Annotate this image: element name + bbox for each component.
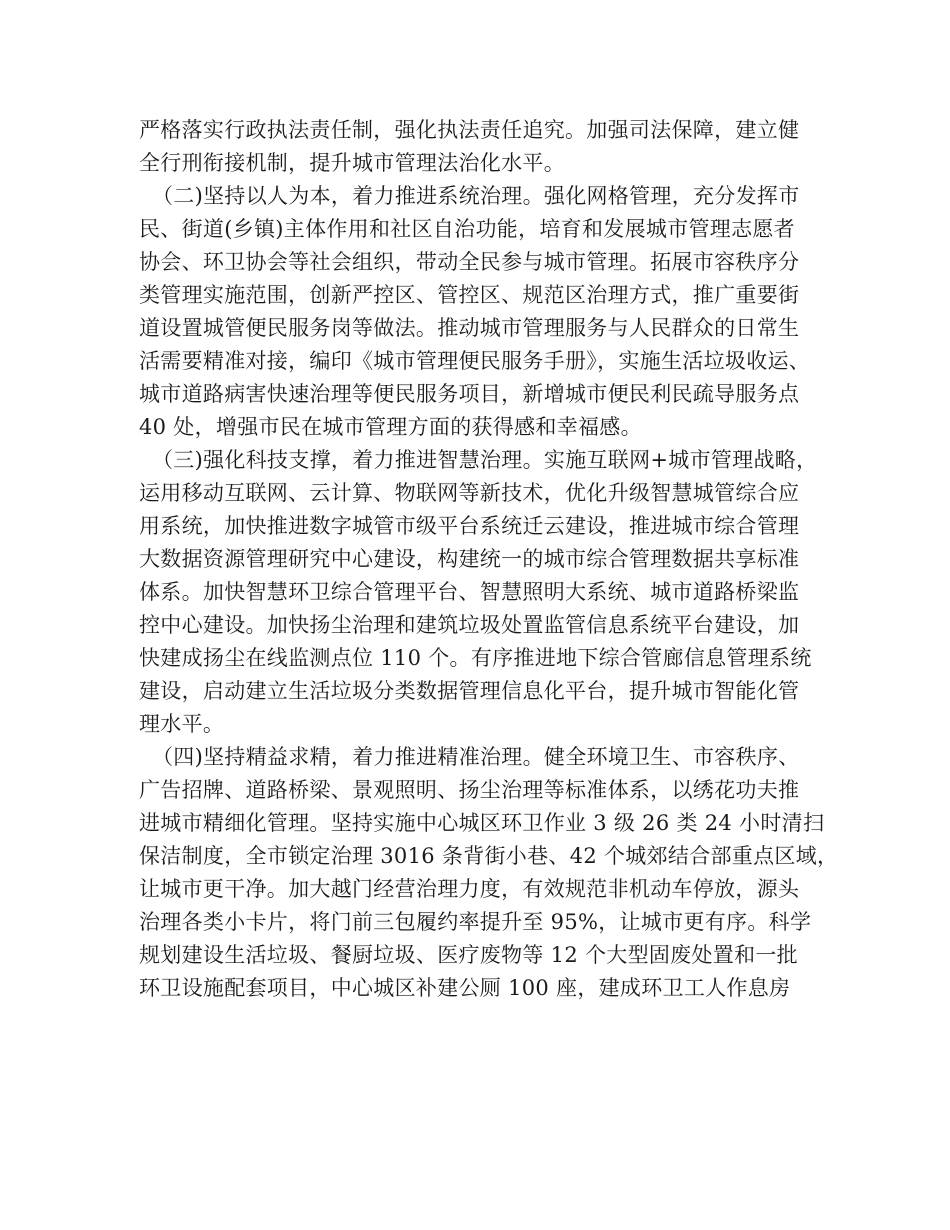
text-line: 建设，启动建立生活垃圾分类数据管理信息化平台，提升城市智能化管 xyxy=(139,679,800,703)
paragraph-heading-line: （三)强化科技支撑，着力推进智慧治理。实施互联网+城市管理战略， xyxy=(152,448,818,472)
text-line: 规划建设生活垃圾、餐厨垃圾、医疗废物等 12 个大型固废处置和一批 xyxy=(139,943,798,967)
paragraph-heading-line: （四)坚持精益求精，着力推进精准治理。健全环境卫生、市容秩序、 xyxy=(152,745,800,769)
text-line: 运用移动互联网、云计算、物联网等新技术，优化升级智慧城管综合应 xyxy=(139,481,800,505)
text-line: 活需要精准对接，编印《城市管理便民服务手册》，实施生活垃圾收运、 xyxy=(139,349,811,373)
text-line: 用系统，加快推进数字城管市级平台系统迁云建设，推进城市综合管理 xyxy=(139,514,800,538)
text-line: 让城市更干净。加大越门经营治理力度，有效规范非机动车停放，源头 xyxy=(139,877,800,901)
text-line: 广告招牌、道路桥梁、景观照明、扬尘治理等标准体系，以绣花功夫推 xyxy=(139,778,800,802)
text-line: 控中心建设。加快扬尘治理和建筑垃圾处置监管信息系统平台建设，加 xyxy=(139,613,800,637)
text-line: 道设置城管便民服务岗等做法。推动城市管理服务与人民群众的日常生 xyxy=(139,316,800,340)
text-line: 类管理实施范围，创新严控区、管控区、规范区治理方式，推广重要街 xyxy=(139,283,800,307)
text-line: 协会、环卫协会等社会组织，带动全民参与城市管理。拓展市容秩序分 xyxy=(139,250,800,274)
paragraph-heading-line: （二)坚持以人为本，着力推进系统治理。强化网格管理，充分发挥市 xyxy=(152,184,800,208)
text-line: 大数据资源管理研究中心建设，构建统一的城市综合管理数据共享标准 xyxy=(139,547,800,571)
text-line: 40 处，增强市民在城市管理方面的获得感和幸福感。 xyxy=(139,415,642,439)
text-line: 体系。加快智慧环卫综合管理平台、智慧照明大系统、城市道路桥梁监 xyxy=(139,580,800,604)
text-line: 保洁制度，全市锁定治理 3016 条背街小巷、42 个城郊结合部重点区域， xyxy=(139,844,839,868)
text-line: 城市道路病害快速治理等便民服务项目，新增城市便民利民疏导服务点 xyxy=(139,382,800,406)
text-line: 进城市精细化管理。坚持实施中心城区环卫作业 3 级 26 类 24 小时清扫 xyxy=(139,811,825,835)
text-line: 理水平。 xyxy=(139,712,225,736)
text-line: 快建成扬尘在线监测点位 110 个。有序推进地下综合管廊信息管理系统 xyxy=(139,646,812,670)
text-line: 严格落实行政执法责任制，强化执法责任追究。加强司法保障，建立健 xyxy=(139,118,800,142)
text-line: 民、街道(乡镇)主体作用和社区自治功能，培育和发展城市管理志愿者 xyxy=(139,217,795,241)
text-line: 环卫设施配套项目，中心城区补建公厕 100 座，建成环卫工人作息房 xyxy=(139,976,791,1000)
text-line: 治理各类小卡片，将门前三包履约率提升至 95%，让城市更有序。科学 xyxy=(139,910,812,934)
text-line: 全行刑衔接机制，提升城市管理法治化水平。 xyxy=(139,151,565,175)
